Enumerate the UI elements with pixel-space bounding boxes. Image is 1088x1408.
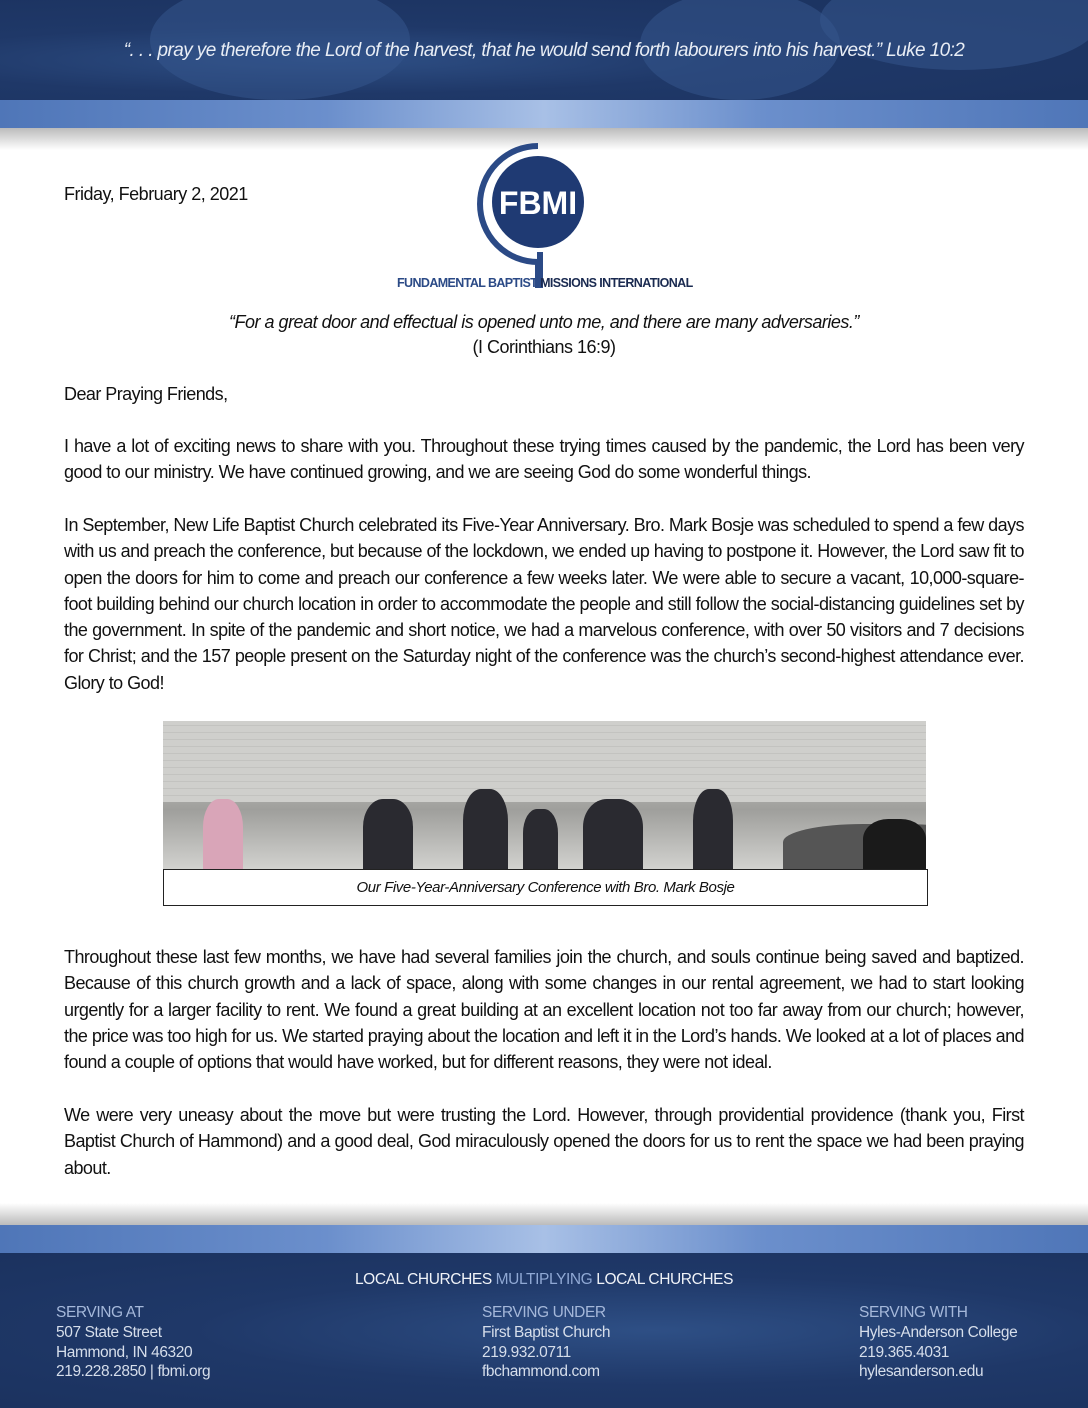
footer-serving-at [56,1303,210,1382]
address-line: 507 State Street [56,1323,162,1341]
org-name: First Baptist Church [482,1323,611,1341]
tagline-part-1: LOCAL CHURCHES [354,1271,496,1288]
header-banner [0,0,1088,100]
column-heading: SERVING UNDER [482,1304,606,1321]
photo-caption: Our Five-Year-Anniversary Conference with Bro. Mark Bosje [163,869,928,906]
phone: 219.932.0711 [482,1343,571,1361]
tagline-part-2: MULTIPLYING [495,1271,597,1288]
column-heading: SERVING AT [56,1304,144,1321]
phone: 219.365.4031 [859,1343,950,1361]
header-stripe [0,100,1088,128]
fbmi-logo [470,140,600,290]
footer-stripe [0,1225,1088,1253]
scripture-quote [0,310,1088,360]
logo-name-part1: FUNDAMENTAL BAPTIST [397,276,538,290]
tagline-part-3: LOCAL CHURCHES [596,1271,734,1288]
letter-date: Friday, February 2, 2021 [64,184,248,204]
logo-name [397,276,693,290]
greeting: Dear Praying Friends, [64,384,228,404]
footer-serving-under [482,1303,610,1382]
logo-name-part2: MISSIONS INTERNATIONAL [540,276,693,290]
footer [0,1253,1088,1408]
footer-shadow [0,1203,1088,1225]
paragraph-4: We were very uneasy about the move but were trusting the Lord. However, through providential providence (thank you, First Baptist Church of Hammond) and a good deal, God miraculously opened the doors for us to rent the space we had been praying about. [64,1105,1024,1178]
website-link[interactable]: fbchammond.com [482,1363,600,1381]
address-city: Hammond, IN 46320 [56,1343,193,1361]
column-heading: SERVING WITH [859,1304,968,1321]
footer-serving-with [859,1303,1017,1382]
phone-website[interactable]: 219.228.2850 | fbmi.org [56,1363,211,1381]
header-verse: “. . . pray ye therefore the Lord of the harvest, that he would send forth labourers into his harvest.” Luke 10:2 [123,40,965,61]
paragraph-2: In September, New Life Baptist Church celebrated its Five-Year Anniversary. Bro. Mark Bosje was scheduled to spend a few days with us and preach the conference, but because of the lockdown, we ended up having to postpone it. However, the Lord saw fit to open the doors for him to come and preach our conference a few weeks later. We were able to secure a vacant, 10,000-square-foot building behind our church location in order to accommodate the people and still follow the social-distancing guidelines set by the government. In spite of the pandemic and short notice, we had a marvelous conference, with over 50 visitors and 7 decisions for Christ; and the 157 people present on the Saturday night of the conference was the church’s second-highest attendance ever. Glory to God! [64,515,1024,693]
footer-tagline [0,1271,1088,1289]
svg-text:FBMI: FBMI [498,185,578,221]
org-name: Hyles-Anderson College [859,1323,1018,1341]
paragraph-1: I have a lot of exciting news to share with you. Throughout these trying times caused by the pandemic, the Lord has been very good to our ministry. We have continued growing, and we are seeing God do some wonderful things. [64,436,1024,483]
quote-text: “For a great door and effectual is opened unto me, and there are many adversaries.” [229,312,859,332]
quote-reference: (I Corinthians 16:9) [472,337,616,357]
website-link[interactable]: hylesanderson.edu [859,1363,984,1381]
paragraph-3: Throughout these last few months, we have had several families join the church, and souls continue being saved and baptized. Because of this church growth and a lack of space, along with some changes in our rental agreement, we had to start looking urgently for a larger facility to rent. We found a great building at an excellent location not too far away from our church; however, the price was too high for us. We started praying about the location and left it in the Lord’s hands. We looked at a lot of places and found a couple of options that would have worked, but for different reasons, they were not ideal. [64,947,1024,1073]
conference-photo [163,721,926,869]
